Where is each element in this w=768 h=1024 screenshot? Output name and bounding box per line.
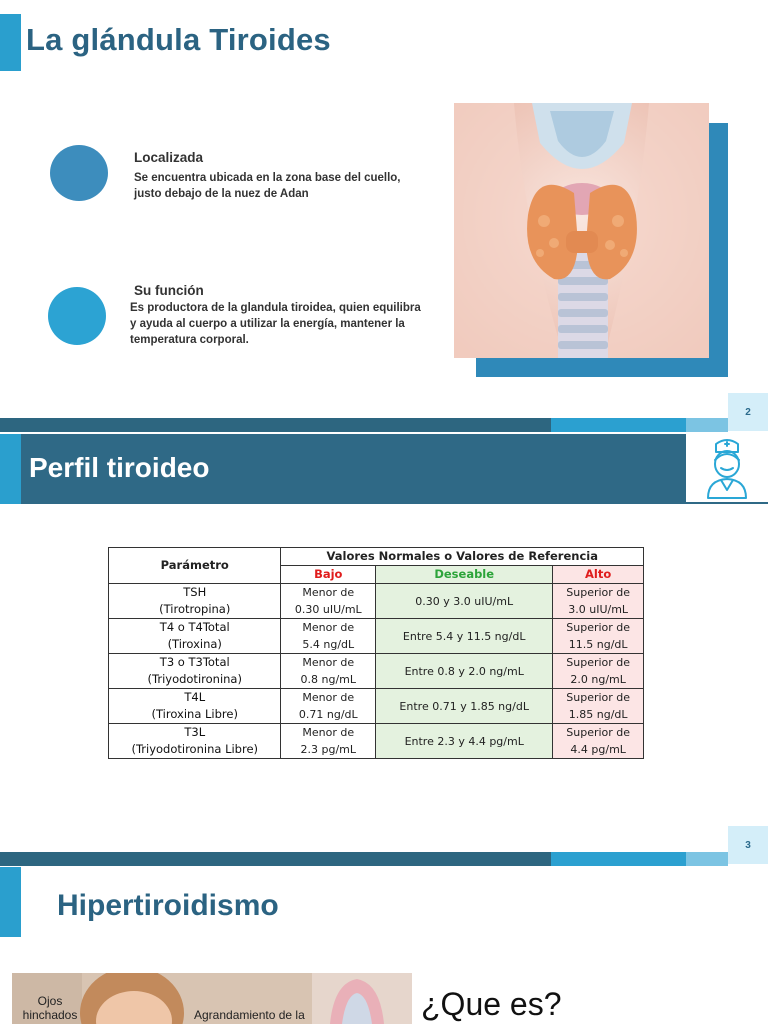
footer-stripe — [551, 852, 686, 866]
photo-label-eyes: Ojos hinchados — [22, 994, 78, 1022]
item-heading-localizada: Localizada — [134, 150, 204, 165]
high-cell: Superior de 4.4 pg/mL — [553, 724, 644, 759]
ok-cell: 0.30 y 3.0 uIU/mL — [376, 584, 553, 619]
footer-stripe — [0, 852, 551, 866]
header-bajo: Bajo — [281, 566, 376, 584]
ok-cell: Entre 0.8 y 2.0 ng/mL — [376, 654, 553, 689]
low-cell: Menor de 0.30 uIU/mL — [281, 584, 376, 619]
ok-cell: Entre 5.4 y 11.5 ng/dL — [376, 619, 553, 654]
item-body-funcion: Es productora de la glandula tiroidea, quien equilibra y ayuda al cuerpo a utilizar la energía, mantener la temperatura corporal. — [130, 302, 421, 346]
header-alto: Alto — [553, 566, 644, 584]
thyroid-illustration — [454, 103, 709, 358]
question-heading: ¿Que es? — [421, 986, 562, 1022]
item-body-localizada: Se encuentra ubicada en la zona base del cuello, justo debajo de la nuez de Adan — [134, 172, 401, 200]
high-cell: Superior de 1.85 ng/dL — [553, 689, 644, 724]
header-valores: Valores Normales o Valores de Referencia — [281, 548, 644, 566]
low-cell: Menor de 5.4 ng/dL — [281, 619, 376, 654]
table-row — [109, 689, 644, 724]
param-cell: T3L (Triyodotironina Libre) — [109, 724, 281, 759]
item-heading-funcion: Su función — [134, 283, 204, 298]
table-row — [109, 724, 644, 759]
high-cell: Superior de 11.5 ng/dL — [553, 619, 644, 654]
table-row — [109, 654, 644, 689]
thyroid-reference-table — [108, 547, 644, 759]
footer-stripe — [686, 418, 728, 432]
slide-title: La glándula Tiroides — [26, 22, 331, 57]
ok-cell: Entre 2.3 y 4.4 pg/mL — [376, 724, 553, 759]
title-accent-bar — [0, 867, 21, 937]
woman-neck-photo — [12, 973, 412, 1024]
param-cell: T3 o T3Total (Triyodotironina) — [109, 654, 281, 689]
footer-stripe — [686, 852, 728, 866]
high-cell: Superior de 2.0 ng/mL — [553, 654, 644, 689]
slide-title: Perfil tiroideo — [29, 452, 210, 483]
footer-stripe — [0, 418, 551, 432]
photo-label-enlargement: Agrandamiento de la — [194, 1008, 305, 1022]
param-cell: T4L (Tiroxina Libre) — [109, 689, 281, 724]
table-row — [109, 584, 644, 619]
header-deseable: Deseable — [376, 566, 553, 584]
high-cell: Superior de 3.0 uIU/mL — [553, 584, 644, 619]
bullet-circle-localizada — [50, 145, 108, 201]
bullet-circle-funcion — [48, 287, 106, 345]
title-accent-bar — [0, 14, 21, 71]
param-cell: TSH (Tirotropina) — [109, 584, 281, 619]
footer-stripe — [551, 418, 686, 432]
table-row — [109, 619, 644, 654]
page-number: 3 — [728, 826, 768, 864]
low-cell: Menor de 0.8 ng/mL — [281, 654, 376, 689]
low-cell: Menor de 0.71 ng/dL — [281, 689, 376, 724]
header-parametro: Parámetro — [109, 548, 281, 584]
ok-cell: Entre 0.71 y 1.85 ng/dL — [376, 689, 553, 724]
low-cell: Menor de 2.3 pg/mL — [281, 724, 376, 759]
param-cell: T4 o T4Total (Tiroxina) — [109, 619, 281, 654]
page-number: 2 — [728, 393, 768, 431]
nurse-icon — [686, 434, 768, 504]
slide-title: Hipertiroidismo — [57, 889, 279, 922]
title-accent-bar — [0, 434, 21, 504]
slide-thyroid-gland — [0, 0, 768, 418]
